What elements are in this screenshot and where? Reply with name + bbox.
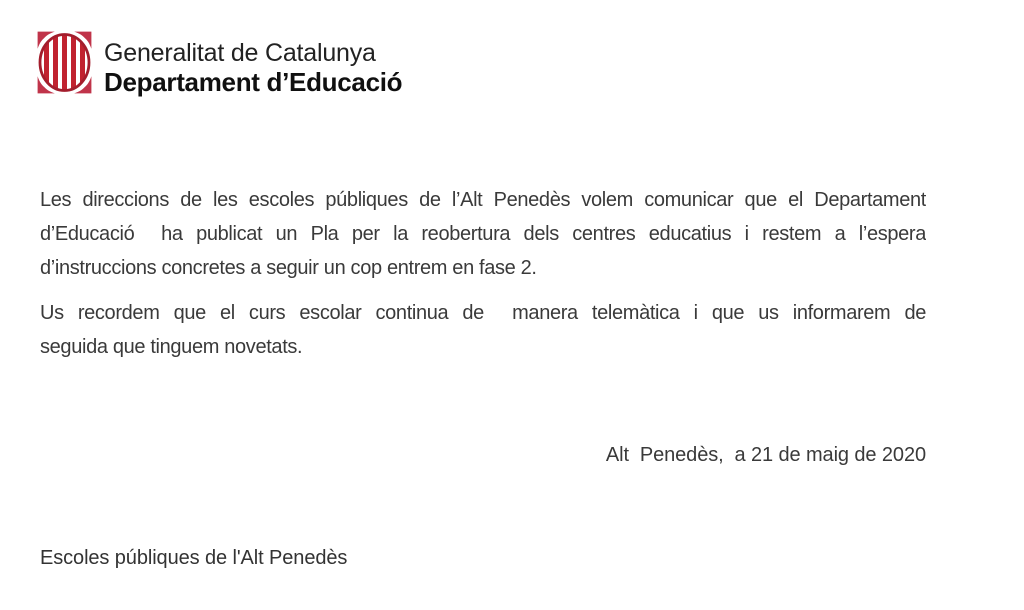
org-name: Generalitat de Catalunya bbox=[104, 39, 376, 67]
paragraph1-line1: Les direccions de les escoles públiques de l’Alt Penedès volem comunicar que el Departament bbox=[40, 189, 926, 211]
department-name: Departament d’Educació bbox=[104, 67, 403, 97]
letterhead bbox=[37, 31, 402, 98]
paragraph2-line1: Us recordem que el curs escolar continua de manera telemàtica i que us informarem de bbox=[40, 302, 926, 324]
generalitat-senyera-logo bbox=[37, 31, 92, 94]
logo-stripes bbox=[37, 31, 92, 94]
signature-line: Escoles públiques de l'Alt Penedès bbox=[40, 547, 348, 569]
paragraph1-line2: d’Educació ha publicat un Pla per la reobertura dels centres educatius i restem a l’espera bbox=[40, 223, 926, 245]
paragraph2-line2: seguida que tinguem novetats. bbox=[40, 336, 303, 358]
letterhead-text bbox=[104, 31, 402, 98]
date-line: Alt Penedès, a 21 de maig de 2020 bbox=[605, 444, 926, 466]
paragraph1-line3: d’instruccions concretes a seguir un cop entrem en fase 2. bbox=[40, 257, 537, 279]
